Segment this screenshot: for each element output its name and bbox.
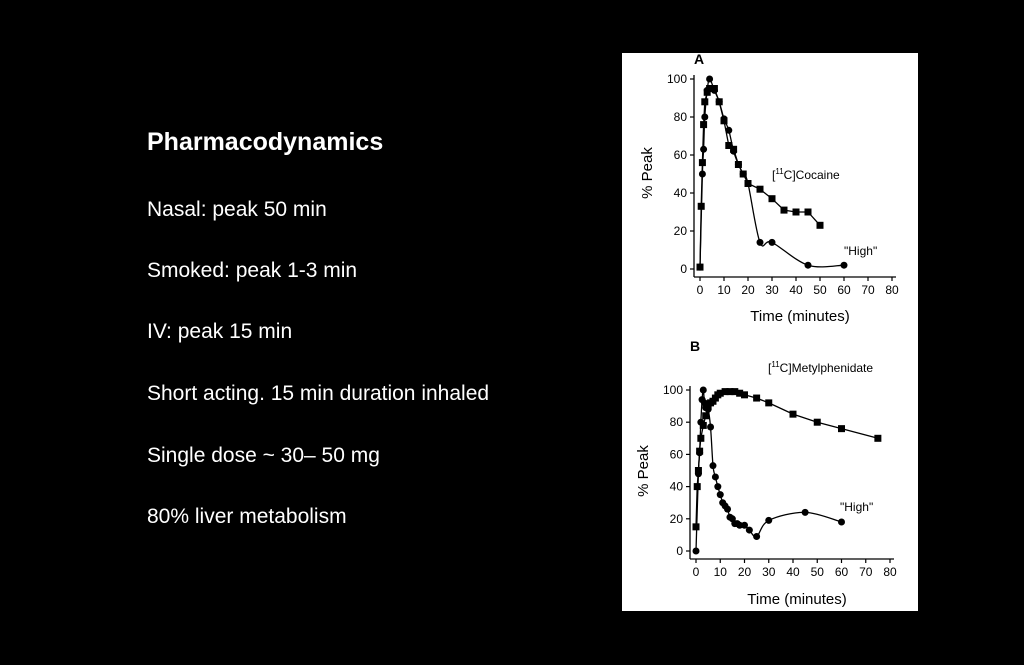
- x-tick-label: 20: [741, 283, 755, 297]
- y-tick-label: 40: [673, 186, 687, 200]
- x-tick-label: 80: [885, 283, 899, 297]
- data-point-square: [700, 121, 707, 128]
- data-point-circle: [696, 449, 703, 456]
- data-point-circle: [697, 419, 704, 426]
- figure-svg: [622, 53, 918, 611]
- series-label-suffix: C]Cocaine: [783, 168, 840, 182]
- data-point-square: [793, 209, 800, 216]
- x-tick-label: 0: [696, 283, 704, 297]
- data-point-circle: [695, 470, 702, 477]
- data-point-circle: [693, 548, 700, 555]
- series-label-suffix: C]Metylphenidate: [779, 361, 874, 375]
- x-tick-label: 70: [859, 565, 873, 579]
- data-point-square: [702, 412, 709, 419]
- x-tick-label: 40: [789, 283, 803, 297]
- data-point-circle: [697, 264, 704, 271]
- bullet-short-acting: Short acting. 15 min duration inhaled: [147, 382, 490, 405]
- x-tick-label: 10: [713, 565, 727, 579]
- data-point-square: [753, 395, 760, 402]
- bullet-single-dose: Single dose ~ 30– 50 mg: [147, 444, 380, 467]
- data-point-circle: [707, 424, 714, 431]
- data-point-square: [693, 523, 700, 530]
- x-tick-label: 60: [834, 565, 849, 579]
- y-tick-label: 100: [662, 383, 683, 397]
- data-point-square: [765, 399, 772, 406]
- y-tick-label: 60: [669, 447, 683, 462]
- x-tick-label: 40: [786, 565, 800, 579]
- y-tick-label: 80: [669, 415, 683, 430]
- data-point-square: [805, 209, 812, 216]
- data-point-circle: [757, 239, 764, 246]
- series-label-superscript: 11: [771, 360, 780, 369]
- series-label-prefix: [: [772, 168, 776, 182]
- data-point-square: [701, 98, 708, 105]
- bullet-nasal: Nasal: peak 50 min: [147, 198, 327, 221]
- bullet-smoked: Smoked: peak 1-3 min: [147, 259, 358, 282]
- data-point-circle: [841, 262, 848, 269]
- data-point-circle: [699, 171, 706, 178]
- x-tick-label: 30: [762, 565, 776, 579]
- x-tick-label: 0: [692, 565, 700, 579]
- data-point-square: [874, 435, 881, 442]
- data-point-circle: [725, 127, 732, 134]
- x-tick-label: 20: [737, 565, 752, 579]
- data-point-circle: [721, 115, 728, 122]
- data-point-square: [694, 483, 701, 490]
- data-point-circle: [714, 483, 721, 490]
- x-tick-label: 50: [810, 565, 824, 579]
- data-point-square: [741, 391, 748, 398]
- bullet-liver: 80% liver metabolism: [147, 505, 347, 528]
- data-point-square: [838, 425, 845, 432]
- x-axis-label: Time (minutes): [750, 308, 850, 325]
- figure-panel: [622, 53, 918, 611]
- data-point-circle: [700, 146, 707, 153]
- y-tick-label: 20: [669, 511, 683, 526]
- data-point-square: [757, 186, 764, 193]
- chart-a: [639, 53, 899, 325]
- x-tick-label: 10: [717, 283, 731, 297]
- x-tick-label: 60: [837, 283, 851, 297]
- chart-b: [635, 338, 897, 608]
- data-point-circle: [706, 76, 713, 83]
- data-point-circle: [746, 527, 753, 534]
- data-point-square: [781, 207, 788, 214]
- x-tick-label: 70: [861, 283, 875, 297]
- panel-label: B: [690, 338, 701, 354]
- x-tick-label: 80: [883, 565, 897, 579]
- series-label-superscript: 11: [775, 167, 784, 176]
- y-tick-label: 40: [669, 479, 683, 494]
- y-tick-label: 60: [673, 148, 687, 162]
- y-axis-label: % Peak: [639, 147, 656, 199]
- data-point-circle: [709, 462, 716, 469]
- data-point-circle: [753, 533, 760, 540]
- slide-title: Pharmacodynamics: [147, 128, 384, 156]
- series-label-prefix: [: [768, 361, 772, 375]
- x-axis-label: Time (minutes): [747, 591, 847, 608]
- data-point-circle: [704, 87, 711, 94]
- y-tick-label: 100: [666, 72, 687, 86]
- data-point-circle: [765, 517, 772, 524]
- data-point-square: [817, 222, 824, 229]
- series-label: [768, 360, 873, 375]
- data-point-circle: [705, 406, 712, 413]
- data-point-circle: [838, 519, 845, 526]
- y-axis-label: % Peak: [635, 445, 652, 497]
- data-point-circle: [724, 506, 731, 513]
- series-label: "High": [844, 244, 878, 258]
- x-tick-label: 50: [813, 283, 827, 297]
- data-point-circle: [711, 87, 718, 94]
- data-point-circle: [717, 491, 724, 498]
- data-point-circle: [735, 161, 742, 168]
- y-tick-label: 0: [676, 544, 683, 558]
- y-tick-label: 20: [673, 224, 687, 238]
- series-label: [772, 167, 840, 182]
- bullet-iv: IV: peak 15 min: [147, 320, 293, 343]
- series-line-1: [696, 390, 842, 551]
- data-point-square: [769, 195, 776, 202]
- data-point-circle: [701, 114, 708, 121]
- data-point-circle: [740, 171, 747, 178]
- series-label: "High": [840, 500, 874, 514]
- y-tick-label: 0: [680, 262, 687, 276]
- data-point-circle: [802, 509, 809, 516]
- data-point-circle: [805, 262, 812, 269]
- data-point-circle: [730, 148, 737, 155]
- y-tick-label: 80: [673, 110, 687, 124]
- x-tick-label: 30: [765, 283, 779, 297]
- data-point-square: [814, 419, 821, 426]
- data-point-circle: [712, 473, 719, 480]
- data-point-circle: [716, 98, 723, 105]
- data-point-square: [790, 411, 797, 418]
- panel-label: A: [694, 53, 705, 67]
- data-point-circle: [769, 239, 776, 246]
- data-point-circle: [745, 180, 752, 187]
- data-point-circle: [700, 387, 707, 394]
